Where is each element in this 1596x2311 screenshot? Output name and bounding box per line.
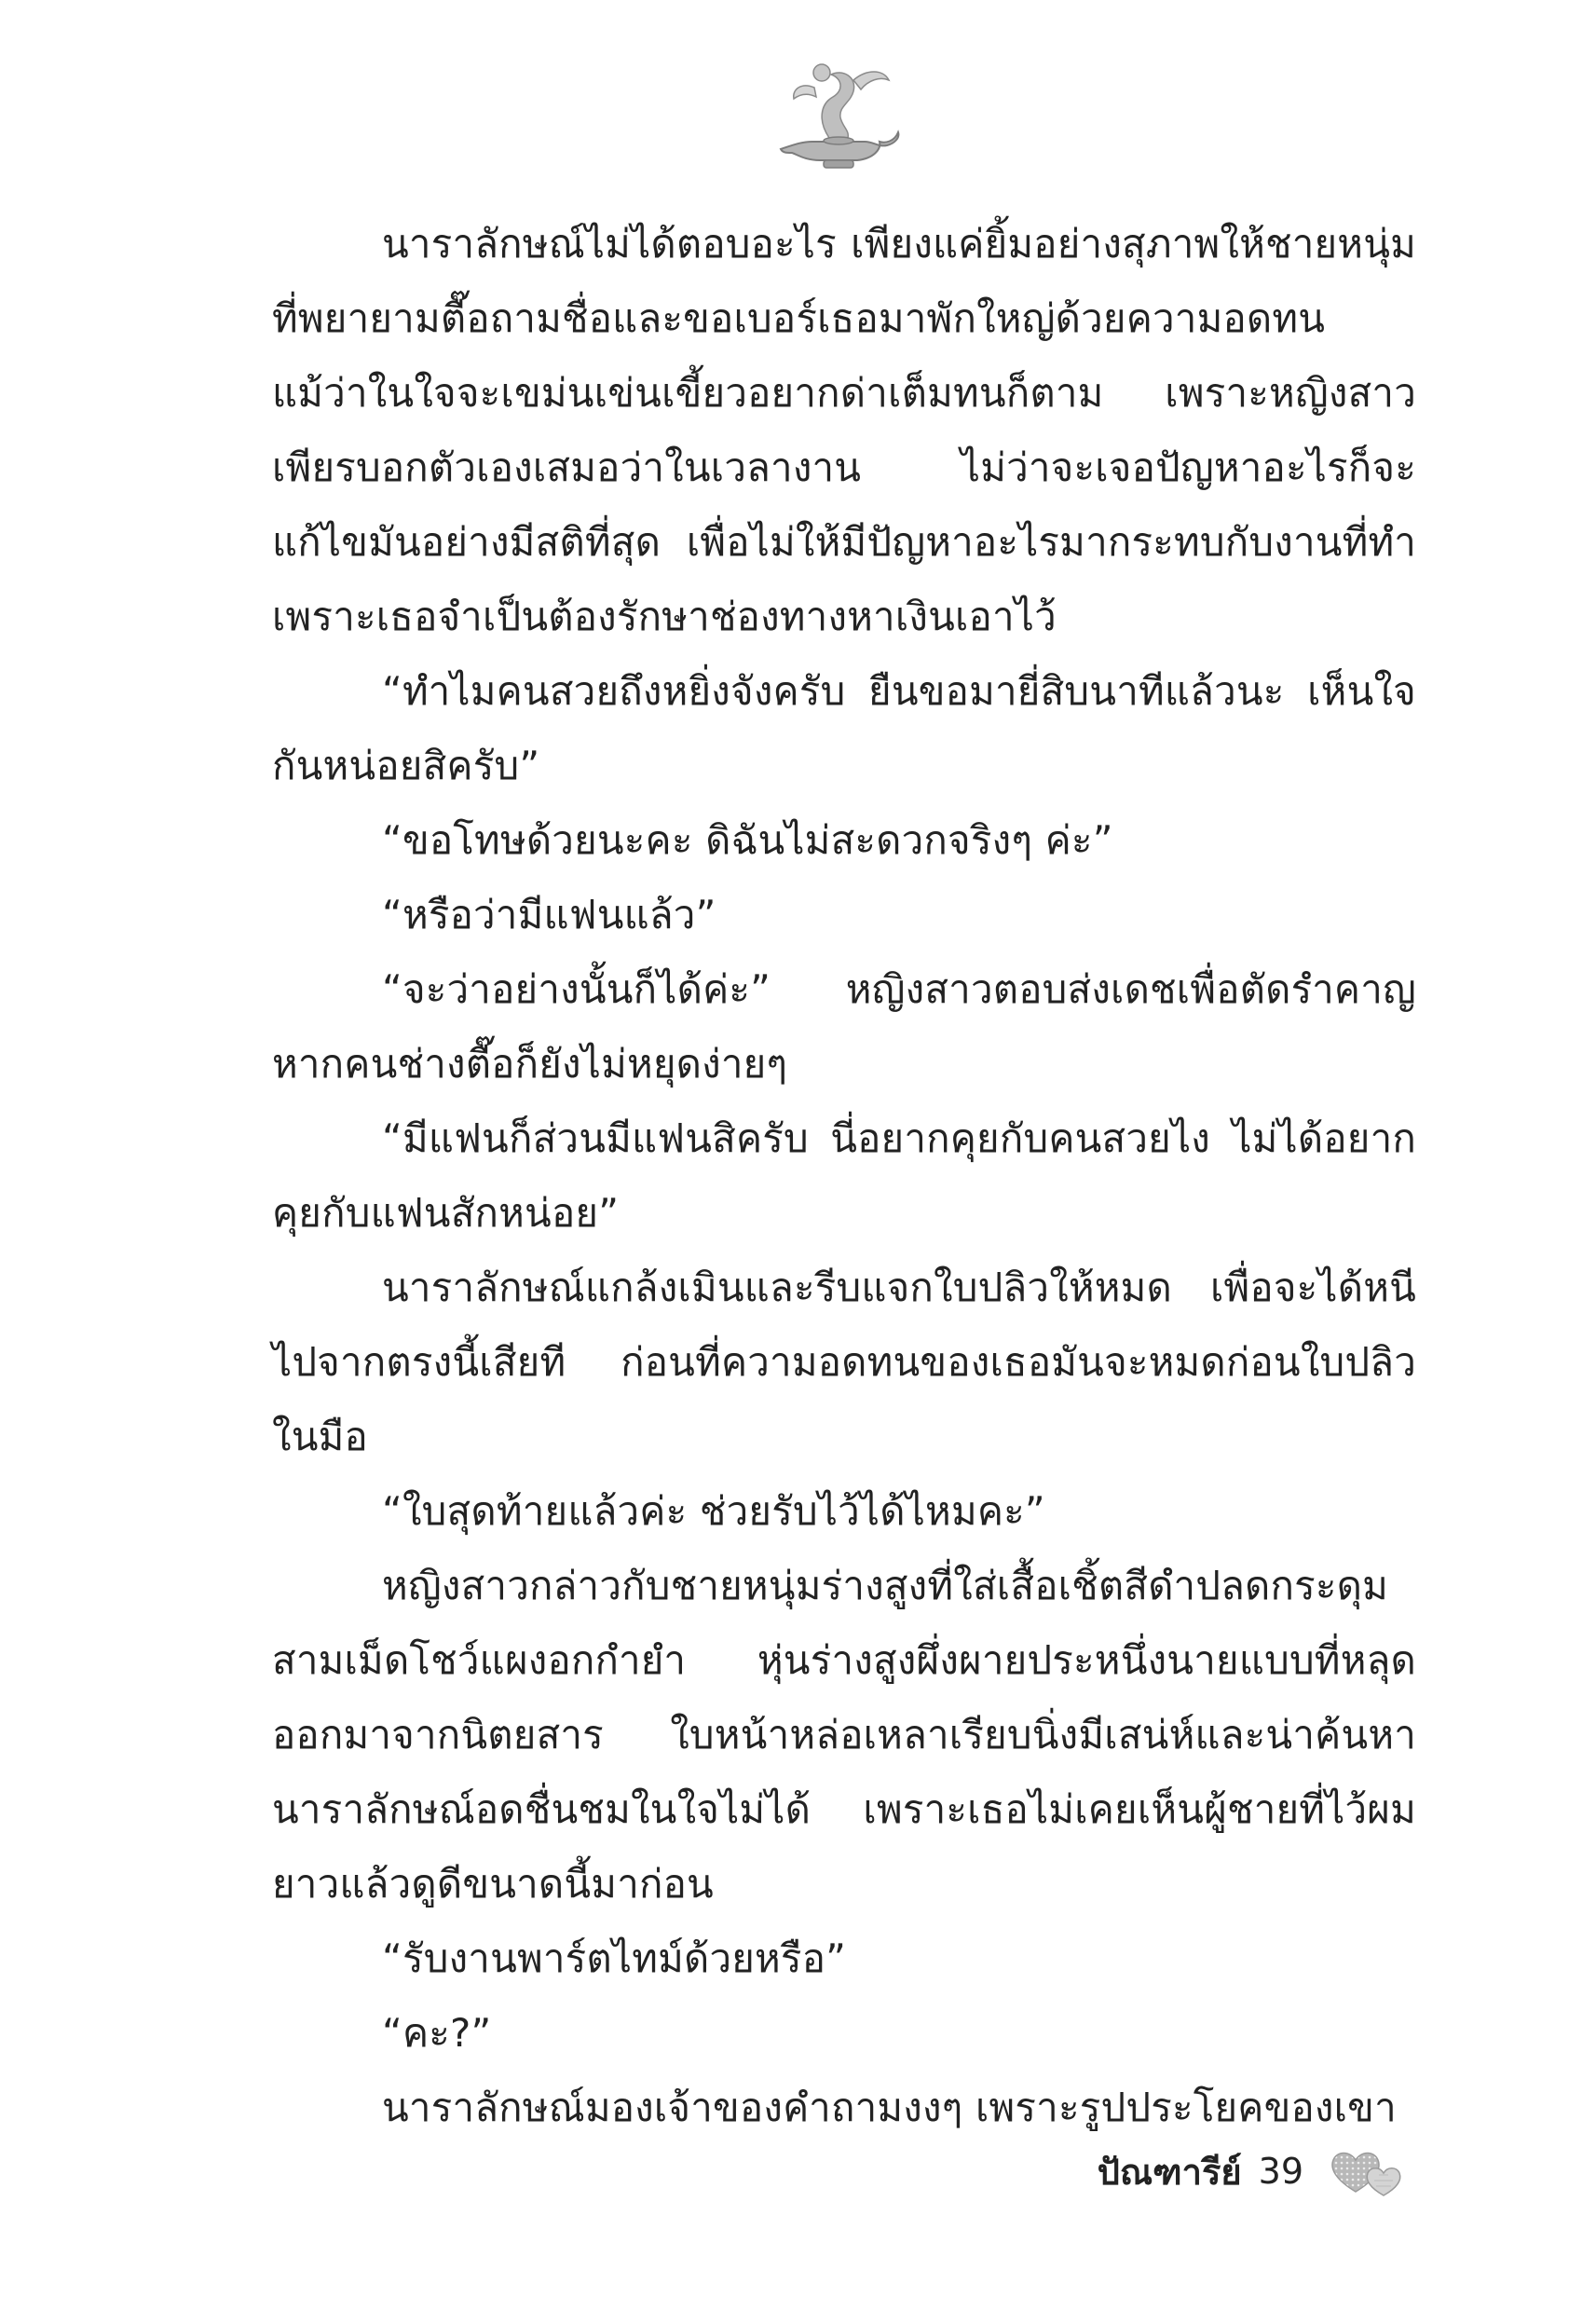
paragraph: “ใบสุดท้ายแล้วค่ะ ช่วยรับไว้ได้ไหมคะ”: [382, 1488, 1045, 1534]
paragraph: หญิงสาวกล่าวกับชายหนุ่มร่างสูงที่ใส่เสื้อเชิ้ตสีดำปลดกระดุมสามเม็ดโชว์แผงอกกำยำ หุ่นร่างสูงผึ่งผายประหนึ่งนายแบบที่หลุดออกมาจากนิตยสาร ใบหน้าหล่อเหลาเรียบนิ่งมีเสน่ห์และน่าค้นหานาราลักษณ์อดชื่นชมในใจไม่ได้ เพราะเธอไม่เคยเห็นผู้ชายที่ไว้ผมยาวแล้วดูดีขนาดนี้มาก่อน: [272, 1563, 1416, 1907]
paragraph: “รับงานพาร์ตไทม์ด้วยหรือ”: [382, 1935, 847, 1981]
hearts-icon: [1328, 2143, 1410, 2199]
page-footer: [1098, 2143, 1410, 2199]
paragraph: นาราลักษณ์ไม่ได้ตอบอะไร เพียงแค่ยิ้มอย่างสุภาพให้ชายหนุ่มที่พยายามตื๊อถามชื่อและขอเบอร์เธอมาพักใหญ่ด้วยความอดทน แม้ว่าในใจจะเขม่นเข่นเขี้ยวอยากด่าเต็มทนก็ตาม เพราะหญิงสาวเพียรบอกตัวเองเสมอว่าในเวลางาน ไม่ว่าจะเจอปัญหาอะไรก็จะแก้ไขมันอย่างมีสติที่สุด เพื่อไม่ให้มีปัญหาอะไรมากระทบกับงานที่ทำ เพราะเธอจำเป็นต้องรักษาช่องทางหาเงินเอาไว้: [272, 221, 1416, 639]
paragraph: “หรือว่ามีแฟนแล้ว”: [382, 892, 716, 937]
paragraph: “ทำไมคนสวยถึงหยิ่งจังครับ ยืนขอมายี่สิบนาทีแล้วนะ เห็นใจกันหน่อยสิครับ”: [272, 668, 1416, 788]
page-number: 39: [1258, 2151, 1303, 2192]
paragraph: นาราลักษณ์มองเจ้าของคำถามงงๆ เพราะรูปประโยคของเขา: [382, 2085, 1397, 2130]
paragraph: “ขอโทษด้วยนะคะ ดิฉันไม่สะดวกจริงๆ ค่ะ”: [382, 817, 1113, 863]
paragraph: “จะว่าอย่างนั้นก็ได้ค่ะ” หญิงสาวตอบส่งเดชเพื่อตัดรำคาญหากคนช่างตื๊อก็ยังไม่หยุดง่ายๆ: [272, 966, 1416, 1087]
paragraph: นาราลักษณ์แกล้งเมินและรีบแจกใบปลิวให้หมด เพื่อจะได้หนีไปจากตรงนี้เสียที ก่อนที่ความอดทนของเธอมันจะหมดก่อนใบปลิวในมือ: [272, 1265, 1416, 1459]
paragraph: “มีแฟนก็ส่วนมีแฟนสิครับ นี่อยากคุยกับคนสวยไง ไม่ได้อยากคุยกับแฟนสักหน่อย”: [272, 1115, 1416, 1236]
paragraph: “คะ?”: [382, 2010, 492, 2056]
genie-lamp-icon: [764, 56, 904, 177]
author-name: ปัณฑารีย์: [1097, 2151, 1242, 2193]
body-text: [272, 207, 1416, 2145]
